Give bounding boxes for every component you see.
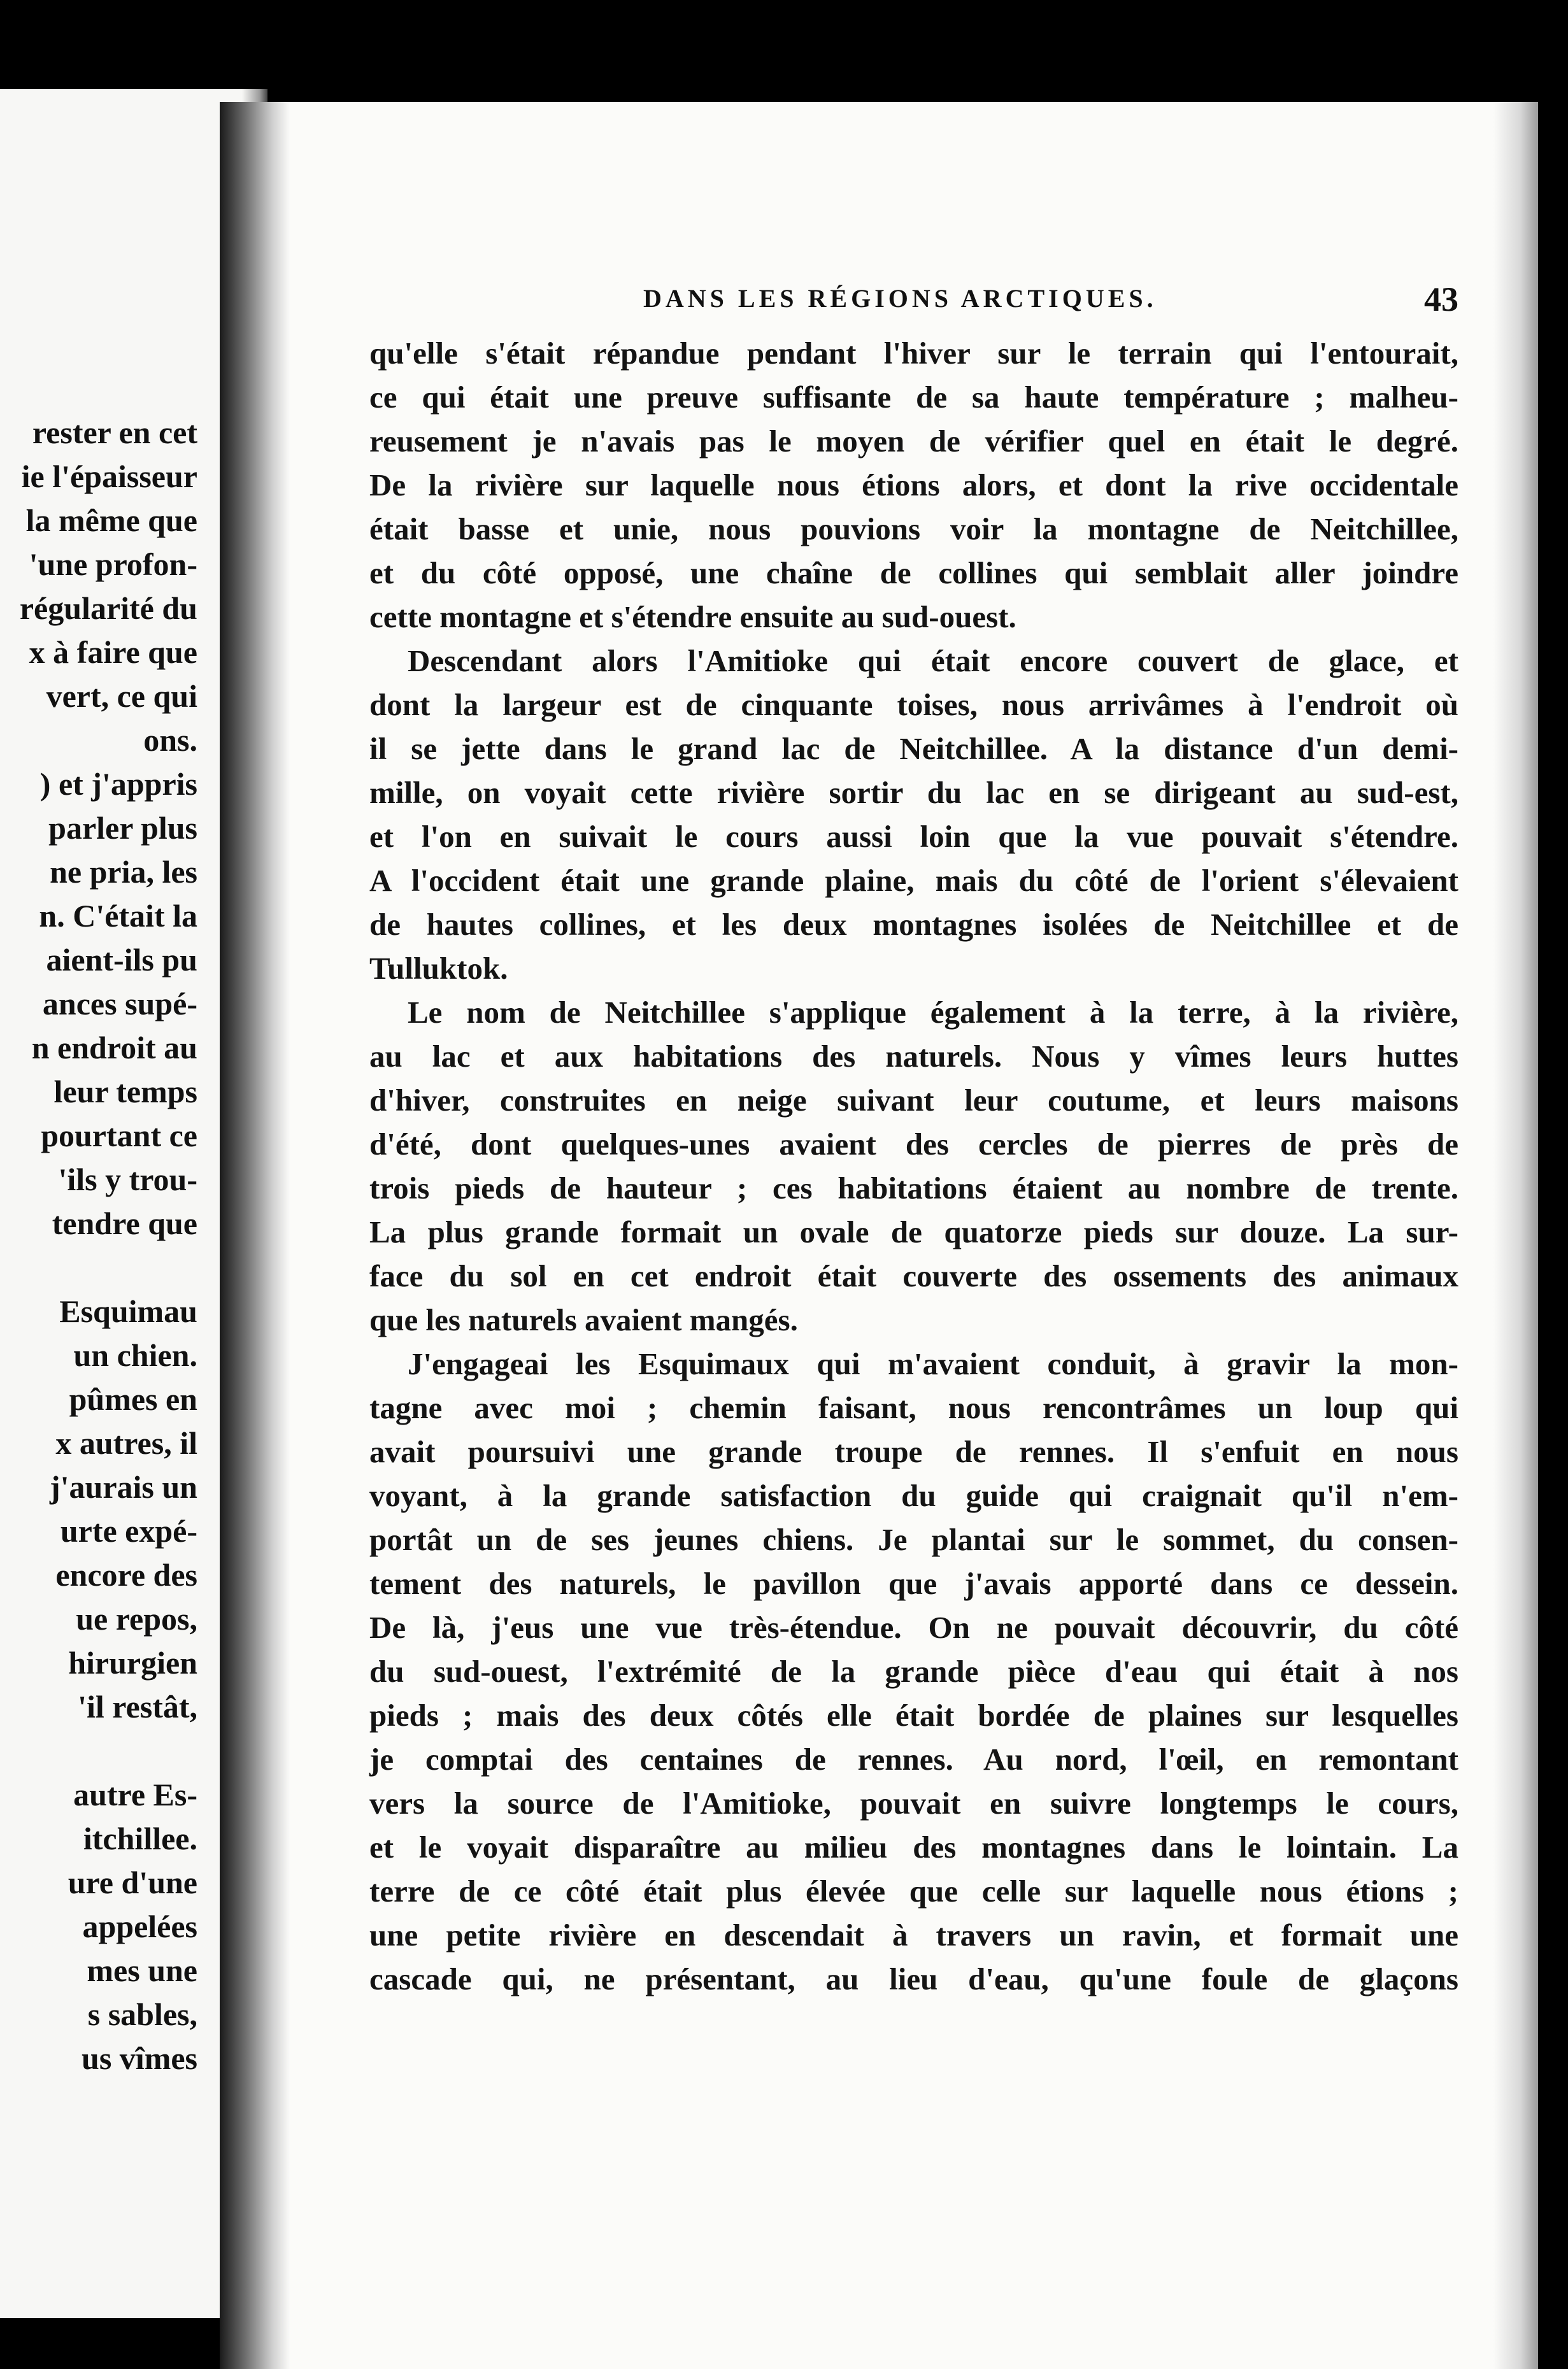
left-page-line: rester en cet xyxy=(32,415,197,450)
left-page-line: la même que xyxy=(25,502,197,538)
text-line: De la rivière sur laquelle nous étions alors, et dont la rive occidentale xyxy=(369,467,1458,502)
left-page-line: appelées xyxy=(82,1909,197,1944)
left-page-line: vert, ce qui xyxy=(46,678,197,714)
text-line: mille, on voyait cette rivière sortir du lac en se dirigeant au sud-est, xyxy=(369,775,1458,810)
text-line: reusement je n'avais pas le moyen de vérifier quel en était le degré. xyxy=(369,423,1458,459)
left-page-line: régularité du xyxy=(19,590,197,626)
text-line: Le nom de Neitchillee s'applique également à la terre, à la rivière, xyxy=(408,995,1458,1030)
left-page-line: ie l'épaisseur xyxy=(21,459,197,494)
left-page-line: s sables, xyxy=(87,1996,197,2032)
left-page-line: aient-ils pu xyxy=(46,942,197,978)
left-page-line xyxy=(0,1729,197,1773)
text-line: A l'occident était une grande plaine, mais du côté de l'orient s'élevaient xyxy=(369,863,1458,898)
text-line: et le voyait disparaître au milieu des montagnes dans le lointain. La xyxy=(369,1830,1458,1865)
running-title: DANS LES RÉGIONS ARCTIQUES. xyxy=(643,284,1157,313)
text-line: que les naturels avaient mangés. xyxy=(369,1302,798,1337)
left-page-line: parler plus xyxy=(48,810,197,846)
page-header xyxy=(643,280,1458,328)
left-page-line: pûmes en xyxy=(69,1381,197,1417)
text-line: La plus grande formait un ovale de quatorze pieds sur douze. La sur- xyxy=(369,1214,1458,1249)
left-page-line: 'une profon- xyxy=(29,546,197,582)
left-page-line: 'ils y trou- xyxy=(58,1162,197,1197)
left-page-line: tendre que xyxy=(52,1206,197,1241)
text-line: tagne avec moi ; chemin faisant, nous rencontrâmes un loup qui xyxy=(369,1390,1458,1425)
left-page-line: Esquimau xyxy=(59,1293,197,1329)
left-page-line: mes une xyxy=(87,1953,197,1988)
text-line: pieds ; mais des deux côtés elle était bordée de plaines sur lesquelles xyxy=(369,1698,1458,1733)
left-page-line: ons. xyxy=(143,722,197,758)
text-line: au lac et aux habitations des naturels. Nous y vîmes leurs huttes xyxy=(369,1039,1458,1074)
left-page-line: leur temps xyxy=(53,1074,197,1109)
page-number: 43 xyxy=(1424,280,1458,318)
text-line: Descendant alors l'Amitioke qui était encore couvert de glace, et xyxy=(408,643,1458,678)
left-page-line: un chien. xyxy=(73,1337,197,1373)
left-page-line: autre Es- xyxy=(73,1777,197,1812)
text-line: du sud-ouest, l'extrémité de la grande pièce d'eau qui était à nos xyxy=(369,1654,1458,1689)
text-line: avait poursuivi une grande troupe de rennes. Il s'enfuit en nous xyxy=(369,1434,1458,1469)
text-line: je comptai des centaines de rennes. Au nord, l'œil, en remontant xyxy=(369,1742,1458,1777)
text-line: cette montagne et s'étendre ensuite au sud-ouest. xyxy=(369,599,1016,634)
left-page-line: n endroit au xyxy=(31,1030,197,1065)
left-page-line: ne pria, les xyxy=(50,854,197,890)
left-page-line: ue repos, xyxy=(76,1601,197,1637)
left-page-line xyxy=(0,1246,197,1290)
left-page-line: j'aurais un xyxy=(49,1469,197,1505)
text-line: terre de ce côté était plus élevée que celle sur laquelle nous étions ; xyxy=(369,1874,1458,1909)
text-line: Tulluktok. xyxy=(369,951,508,986)
text-line: face du sol en cet endroit était couverte des ossements des animaux xyxy=(369,1258,1458,1293)
text-line: d'été, dont quelques-unes avaient des cercles de pierres de près de xyxy=(369,1127,1458,1162)
left-page-line: x autres, il xyxy=(55,1425,197,1461)
text-line: qu'elle s'était répandue pendant l'hiver sur le terrain qui l'entourait, xyxy=(369,336,1458,371)
right-page xyxy=(220,102,1538,2369)
text-line: De là, j'eus une vue très-étendue. On ne pouvait découvrir, du côté xyxy=(369,1610,1458,1645)
left-page-line: itchillee. xyxy=(83,1821,197,1856)
text-line: de hautes collines, et les deux montagnes isolées de Neitchillee et de xyxy=(369,907,1458,942)
text-line: portât un de ses jeunes chiens. Je plantai sur le sommet, du consen- xyxy=(369,1522,1458,1557)
text-line: était basse et unie, nous pouvions voir la montagne de Neitchillee, xyxy=(369,511,1458,546)
left-page-line: 'il restât, xyxy=(78,1689,197,1725)
text-line: cascade qui, ne présentant, au lieu d'eau, qu'une foule de glaçons xyxy=(369,1961,1458,1996)
fore-edge-shadow xyxy=(1493,102,1538,2369)
left-page-line: n. C'était la xyxy=(39,898,197,934)
text-line: et du côté opposé, une chaîne de collines qui semblait aller joindre xyxy=(369,555,1458,590)
left-page-line: us vîmes xyxy=(82,2040,197,2076)
text-line: une petite rivière en descendait à travers un ravin, et formait une xyxy=(369,1917,1458,1953)
text-line: tement des naturels, le pavillon que j'avais apporté dans ce dessein. xyxy=(369,1566,1458,1601)
left-page-line: pourtant ce xyxy=(41,1118,197,1153)
left-page-line: ) et j'appris xyxy=(39,766,197,802)
text-line: J'engageai les Esquimaux qui m'avaient conduit, à gravir la mon- xyxy=(408,1346,1458,1381)
left-page-line: x à faire que xyxy=(29,634,197,670)
spine-shadow xyxy=(220,102,290,2369)
left-page-text xyxy=(0,411,197,2081)
left-page-line: encore des xyxy=(55,1557,197,1593)
left-page-line: ances supé- xyxy=(42,986,197,1021)
text-line: d'hiver, construites en neige suivant leur coutume, et leurs maisons xyxy=(369,1083,1458,1118)
left-page-line: hirurgien xyxy=(68,1645,197,1681)
left-page-line: ure d'une xyxy=(68,1865,197,1900)
left-page-line: urte expé- xyxy=(60,1513,197,1549)
text-line: voyant, à la grande satisfaction du guide qui craignait qu'il n'em- xyxy=(369,1478,1458,1513)
body-text xyxy=(369,331,1458,2001)
text-line: vers la source de l'Amitioke, pouvait en suivre longtemps le cours, xyxy=(369,1786,1458,1821)
text-line: trois pieds de hauteur ; ces habitations étaient au nombre de trente. xyxy=(369,1170,1458,1206)
text-line: dont la largeur est de cinquante toises, nous arrivâmes à l'endroit où xyxy=(369,687,1458,722)
text-line: il se jette dans le grand lac de Neitchillee. A la distance d'un demi- xyxy=(369,731,1458,766)
text-line: et l'on en suivait le cours aussi loin que la vue pouvait s'étendre. xyxy=(369,819,1458,854)
text-line: ce qui était une preuve suffisante de sa haute température ; malheu- xyxy=(369,380,1458,415)
